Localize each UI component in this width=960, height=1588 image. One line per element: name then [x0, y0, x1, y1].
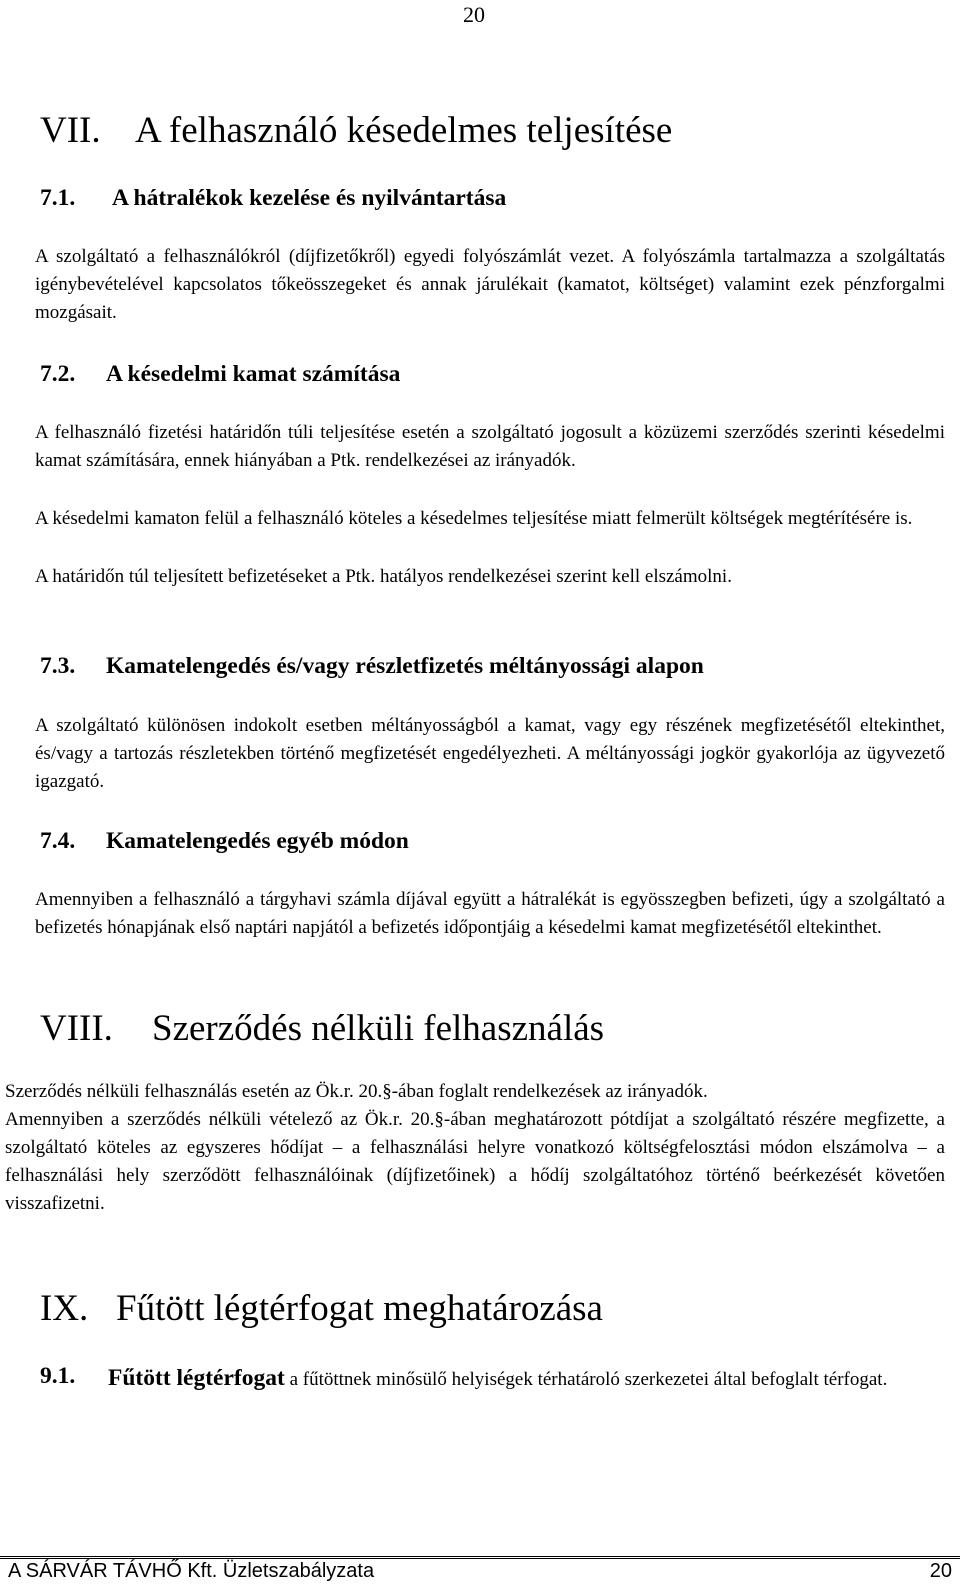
section-7-1-title: A hátralékok kezelése és nyilvántartása	[112, 185, 507, 211]
section-viii-number: VIII.	[40, 1008, 113, 1049]
section-7-4-number: 7.4.	[40, 828, 76, 854]
section-9-1	[40, 1363, 945, 1433]
section-vii-heading	[40, 112, 672, 149]
section-7-1-heading	[40, 187, 506, 211]
section-7-2-number: 7.2.	[40, 361, 76, 387]
section-viii-heading	[40, 1010, 604, 1047]
page-number-top: 20	[463, 2, 485, 27]
section-7-2-title: A késedelmi kamat számítása	[106, 361, 401, 387]
section-7-2-paragraph-1: A felhasználó fizetési határidőn túli teljesítése esetén a szolgáltató jogosult a közüzemi szerződés szerinti késedelmi kamat számítására, ennek hiányában a Ptk. rendelkezései az irányadók.	[35, 422, 945, 471]
section-viii-title: Szerződés nélküli felhasználás	[152, 1008, 605, 1049]
section-7-2-paragraph-2: A késedelmi kamaton felül a felhasználó köteles a késedelmes teljesítése miatt felmerült költségek megtérítésére is.	[35, 508, 913, 529]
section-7-2-paragraph-3: A határidőn túl teljesített befizetéseket a Ptk. hatályos rendelkezései szerint kell elszámolni.	[35, 566, 732, 587]
section-viii-paragraph-1: Szerződés nélküli felhasználás esetén az Ök.r. 20.§-ában foglalt rendelkezések az irányadók.	[5, 1081, 708, 1102]
section-7-4-title: Kamatelengedés egyéb módon	[106, 828, 409, 854]
section-vii-number: VII.	[40, 110, 101, 151]
section-7-3-text: A szolgáltató különösen indokolt esetben méltányosságból a kamat, vagy egy részének megfizetésétől eltekinthet, és/vagy a tartozás részletekben történő megfizetését engedélyezheti. A méltányossági jogkör gyakorlója az ügyvezető igazgató.	[35, 715, 945, 792]
section-9-1-number: 9.1.	[40, 1363, 76, 1389]
footer-document-title: A SÁRVÁR TÁVHŐ Kft. Üzletszabályzata	[8, 1560, 375, 1582]
section-7-1-number: 7.1.	[40, 185, 76, 211]
section-7-3-number: 7.3.	[40, 653, 76, 679]
section-9-1-text: a fűtöttnek minősülő helyiségek térhatároló szerkezetei által befoglalt térfogat.	[284, 1369, 888, 1390]
footer-divider	[0, 1556, 960, 1559]
section-ix-heading	[40, 1290, 603, 1327]
section-7-4-heading	[40, 830, 409, 854]
section-7-2-heading	[40, 363, 400, 387]
section-9-1-body	[108, 1363, 943, 1395]
section-viii-paragraph-2: Amennyiben a szerződés nélküli vételező az Ök.r. 20.§-ában meghatározott pótdíjat a szolgáltató részére megfizette, a szolgáltató köteles az egyszeres hődíjat – a felhasználási helyre vonatkozó költségfelosztási módon elszámolva – a felhasználási hely szerződött felhasználóinak (díjfizetőinek) a hődíj szolgáltatóhoz történő beérkezését követően visszafizetni.	[5, 1109, 945, 1214]
section-9-1-term: Fűtött légtérfogat	[108, 1365, 285, 1391]
section-7-1-text: A szolgáltató a felhasználókról (díjfizetőkről) egyedi folyószámlát vezet. A folyószámla tartalmazza a szolgáltatás igénybevételével kapcsolatos tőkeösszegeket és annak járulékait (kamatot, költséget) valamint ezek pénzforgalmi mozgásait.	[35, 246, 945, 323]
section-7-3-title: Kamatelengedés és/vagy részletfizetés méltányossági alapon	[106, 653, 704, 679]
section-7-3-heading	[40, 655, 704, 679]
footer-page-number: 20	[929, 1560, 952, 1582]
section-ix-number: IX.	[40, 1288, 89, 1329]
section-7-4-text: Amennyiben a felhasználó a tárgyhavi számla díjával együtt a hátralékát is egyösszegben befizeti, úgy a szolgáltató a befizetés hónapjának első naptári napjától a befizetés időpontjáig a késedelmi kamat megfizetésétől eltekinthet.	[35, 889, 945, 938]
section-ix-title: Fűtött légtérfogat meghatározása	[116, 1288, 603, 1329]
section-vii-title: A felhasználó késedelmes teljesítése	[135, 110, 673, 151]
